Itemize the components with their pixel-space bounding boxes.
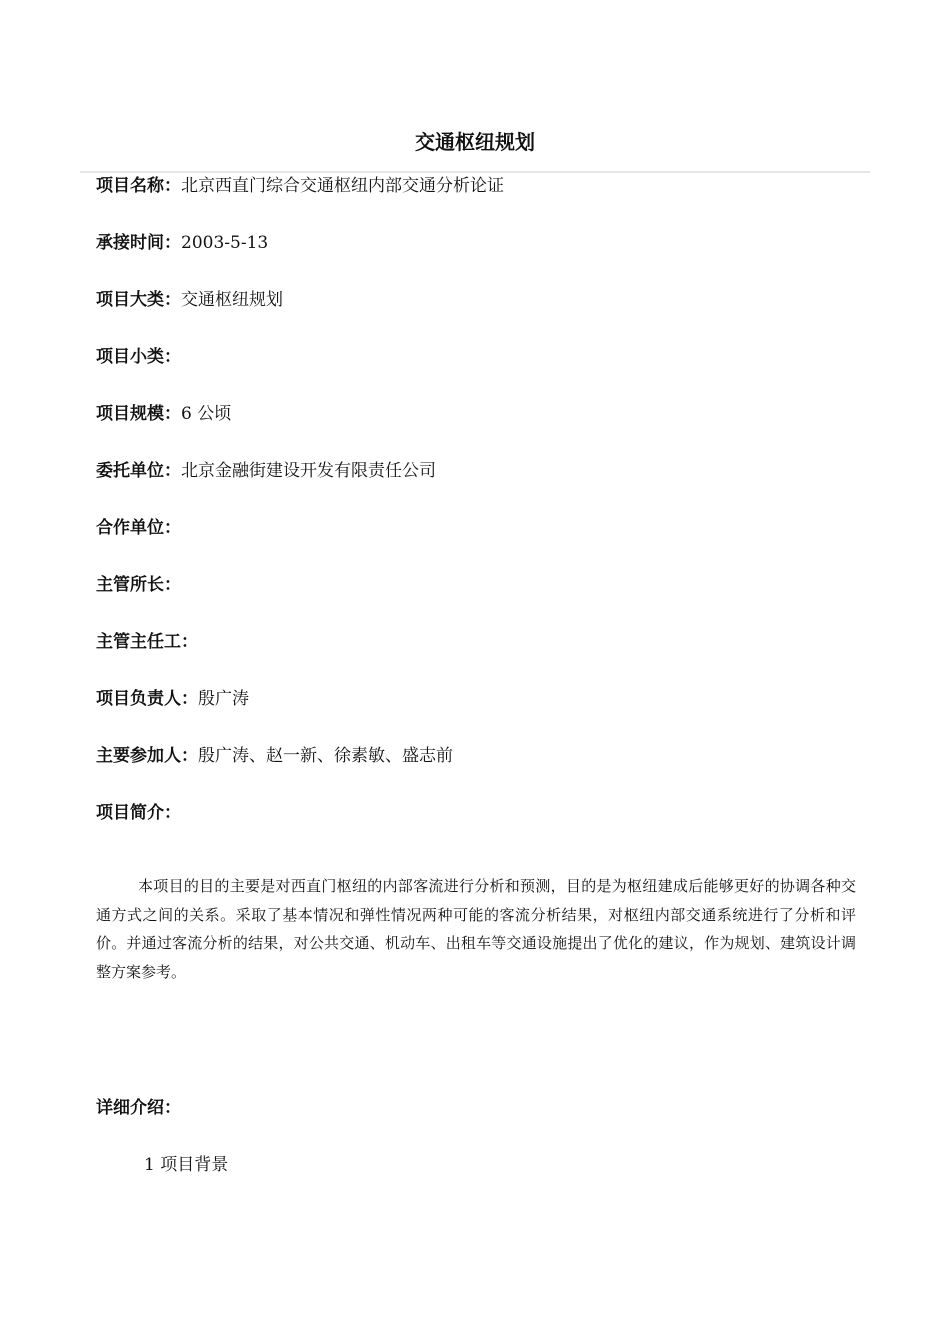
details-label: 详细介绍： bbox=[96, 1098, 181, 1118]
field-scale bbox=[96, 400, 231, 428]
summary-paragraph: 本项目的目的主要是对西直门枢纽的内部客流进行分析和预测，目的是为枢纽建成后能够更好的协调各种交通方式之间的关系。采取了基本情况和弹性情况两种可能的客流分析结果，对枢纽内部交通系统进行了分析和评价。并通过客流分析的结果，对公共交通、机动车、出租车等交通设施提出了优化的建议，作为规划、建筑设计调整方案参考。 bbox=[96, 877, 856, 981]
page-title: 交通枢纽规划 bbox=[415, 130, 535, 154]
field-label: 主要参加人： bbox=[96, 746, 198, 766]
field-value: 交通枢纽规划 bbox=[181, 290, 283, 310]
details-heading bbox=[96, 1094, 181, 1122]
field-label: 项目名称： bbox=[96, 176, 181, 196]
field-label: 合作单位： bbox=[96, 518, 181, 538]
field-label: 主管所长： bbox=[96, 575, 181, 595]
field-summary-heading bbox=[96, 799, 181, 827]
field-start-date bbox=[96, 229, 268, 257]
field-chief-engineer bbox=[96, 628, 198, 656]
field-value: 6 公顷 bbox=[181, 404, 232, 424]
field-value: 殷广涛、赵一新、徐素敏、盛志前 bbox=[198, 746, 453, 766]
field-project-lead bbox=[96, 685, 249, 713]
field-participants bbox=[96, 742, 453, 770]
field-category bbox=[96, 286, 283, 314]
field-value: 北京金融街建设开发有限责任公司 bbox=[181, 461, 436, 481]
field-label: 委托单位： bbox=[96, 461, 181, 481]
field-label: 项目大类： bbox=[96, 290, 181, 310]
field-client bbox=[96, 457, 436, 485]
field-value: 殷广涛 bbox=[198, 689, 249, 709]
field-partner bbox=[96, 514, 181, 542]
field-label: 项目负责人： bbox=[96, 689, 198, 709]
field-subcategory bbox=[96, 343, 181, 371]
field-label: 承接时间： bbox=[96, 233, 181, 253]
field-label: 主管主任工： bbox=[96, 632, 198, 652]
field-value: 北京西直门综合交通枢纽内部交通分析论证 bbox=[181, 176, 504, 196]
field-director bbox=[96, 571, 181, 599]
field-label: 项目小类： bbox=[96, 347, 181, 367]
field-label: 项目简介： bbox=[96, 803, 181, 823]
field-value: 2003-5-13 bbox=[181, 233, 269, 253]
subsection-heading: 1 项目背景 bbox=[144, 1155, 229, 1175]
field-project-name bbox=[96, 172, 504, 200]
field-label: 项目规模： bbox=[96, 404, 181, 424]
